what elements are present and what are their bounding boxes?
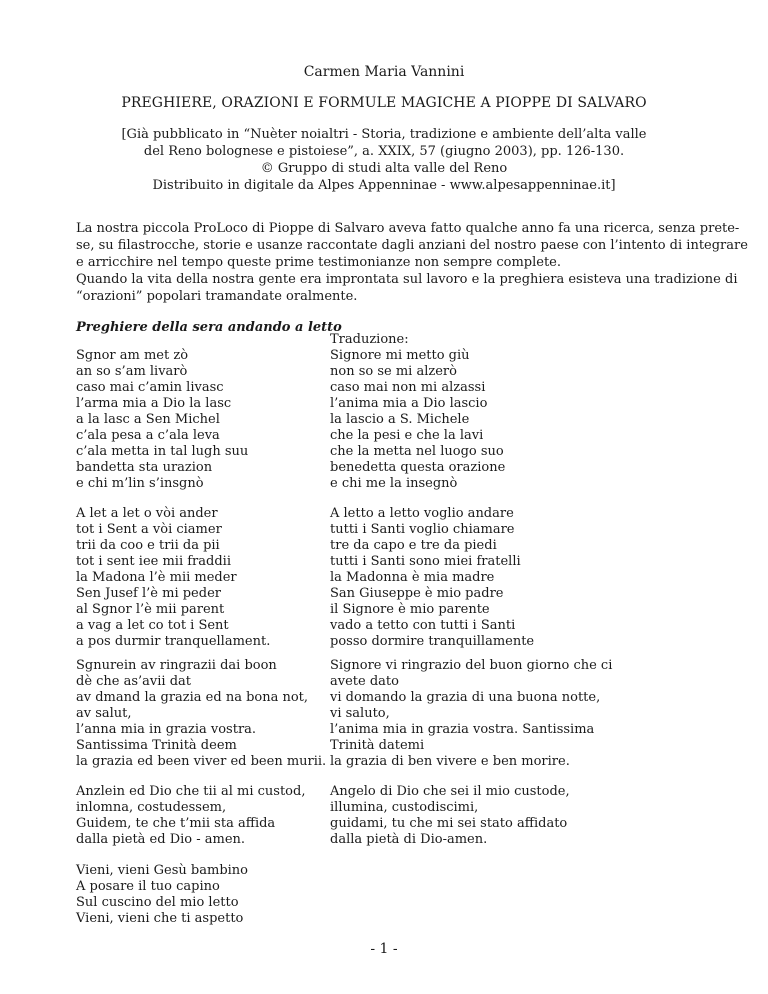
- verse-line: av dmand la grazia ed na bona not,: [76, 690, 309, 705]
- verse-line: c’ala pesa a c’ala leva: [76, 428, 220, 443]
- verse-line: an so s’am livarò: [76, 364, 188, 379]
- verse-line: che la pesi e che la lavi: [330, 428, 484, 443]
- verse-line: posso dormire tranquillamente: [330, 634, 535, 649]
- verse-line: l’arma mia a Dio la lasc: [76, 396, 232, 411]
- stanza-2-translation: [330, 506, 534, 650]
- verse-line: trii da coo e trii da pii: [76, 538, 220, 553]
- citation-line: © Gruppo di studi alta valle del Reno: [260, 161, 508, 176]
- verse-line: illumina, custodiscimi,: [330, 800, 479, 815]
- stanza-1-dialect: [76, 348, 248, 492]
- verse-line: a la lasc a Sen Michel: [76, 412, 220, 427]
- verse-line: Guidem, te che t’mii sta affida: [76, 816, 276, 831]
- verse-line: vado a tetto con tutti i Santi: [330, 618, 516, 633]
- verse-line: vi domando la grazia di una buona notte,: [330, 690, 601, 705]
- verse-line: Trinità datemi: [330, 738, 425, 753]
- stanza-5-dialect: [76, 863, 248, 927]
- stanza-3-translation: [330, 658, 612, 770]
- intro-line: se, su filastrocche, storie e usanze raccontate dagli anziani del nostro paese con l’intento di integrare: [76, 238, 748, 253]
- verse-line: tutti i Santi sono miei fratelli: [330, 554, 521, 569]
- verse-line: tre da capo e tre da piedi: [330, 538, 497, 553]
- verse-line: tot i Sent a vòi ciamer: [76, 522, 222, 537]
- intro-line: e arricchire nel tempo queste prime testimonianze non sempre complete.: [76, 255, 561, 270]
- stanza-4-translation: [330, 784, 570, 848]
- translation-label: Traduzione:: [330, 332, 409, 347]
- verse-line: la Madonna è mia madre: [330, 570, 495, 585]
- verse-line: Sen Jusef l’è mi peder: [76, 586, 221, 601]
- verse-line: dè che as’avii dat: [76, 674, 192, 689]
- verse-line: la grazia ed been viver ed been murii.: [76, 754, 327, 769]
- stanza-4-dialect: [76, 784, 305, 848]
- verse-line: tot i sent iee mii fraddii: [76, 554, 231, 569]
- verse-line: dalla pietà ed Dio - amen.: [76, 832, 246, 847]
- verse-line: non so se mi alzerò: [330, 364, 457, 379]
- citation-line: del Reno bolognese e pistoiese”, a. XXIX, 57 (giugno 2003), pp. 126-130.: [143, 144, 625, 159]
- verse-line: vi saluto,: [330, 706, 390, 721]
- verse-line: guidami, tu che mi sei stato affidato: [330, 816, 568, 831]
- verse-line: bandetta sta urazion: [76, 460, 213, 475]
- stanza-3-dialect: [76, 658, 326, 770]
- verse-line: la Madona l’è mii meder: [76, 570, 237, 585]
- intro-line: La nostra piccola ProLoco di Pioppe di Salvaro aveva fatto qualche anno fa una ricerca, senza prete-: [76, 221, 740, 236]
- verse-line: e chi m’lin s’insgnò: [76, 476, 204, 491]
- verse-line: benedetta questa orazione: [330, 460, 506, 475]
- verse-line: caso mai c’amin livasc: [76, 380, 224, 395]
- verse-line: il Signore è mio parente: [330, 602, 490, 617]
- verse-line: inlomna, costudessem,: [76, 800, 227, 815]
- stanza-2-dialect: [76, 506, 270, 650]
- citation-line: [Già pubblicato in “Nuèter noialtri - Storia, tradizione e ambiente dell’alta valle: [121, 127, 647, 142]
- publication-citation: [0, 126, 768, 194]
- verse-line: Sul cuscino del mio letto: [76, 895, 239, 910]
- verse-line: dalla pietà di Dio-amen.: [330, 832, 488, 847]
- verse-line: che la metta nel luogo suo: [330, 444, 504, 459]
- verse-line: Signore mi metto giù: [330, 348, 470, 363]
- verse-line: l’anna mia in grazia vostra.: [76, 722, 257, 737]
- section-heading: Preghiere della sera andando a letto: [76, 320, 342, 335]
- verse-line: al Sgnor l’è mii parent: [76, 602, 225, 617]
- citation-line: Distribuito in digitale da Alpes Appenninae - www.alpesappenninae.it]: [152, 178, 616, 193]
- verse-line: A let a let o vòi ander: [76, 506, 218, 521]
- verse-line: A posare il tuo capino: [76, 879, 220, 894]
- verse-line: Signore vi ringrazio del buon giorno che ci: [330, 658, 613, 673]
- stanza-1-translation: [330, 332, 505, 492]
- intro-line: “orazioni” popolari tramandate oralmente.: [76, 289, 358, 304]
- page-number: - 1 -: [370, 941, 398, 957]
- author-name: Carmen Maria Vannini: [303, 64, 465, 80]
- verse-line: l’anima mia a Dio lascio: [330, 396, 488, 411]
- verse-line: la grazia di ben vivere e ben morire.: [330, 754, 570, 769]
- verse-line: Angelo di Dio che sei il mio custode,: [330, 784, 570, 799]
- verse-line: Sgnor am met zò: [76, 348, 189, 363]
- verse-line: l’anima mia in grazia vostra. Santissima: [330, 722, 595, 737]
- verse-line: Vieni, vieni che ti aspetto: [76, 911, 244, 926]
- document-title: PREGHIERE, ORAZIONI E FORMULE MAGICHE A PIOPPE DI SALVARO: [121, 95, 647, 111]
- verse-line: tutti i Santi voglio chiamare: [330, 522, 515, 537]
- verse-line: Vieni, vieni Gesù bambino: [76, 863, 248, 878]
- verse-line: Sgnurein av ringrazii dai boon: [76, 658, 277, 673]
- verse-line: San Giuseppe è mio padre: [330, 586, 504, 601]
- verse-line: e chi me la insegnò: [330, 476, 458, 491]
- verse-line: av salut,: [76, 706, 132, 721]
- intro-paragraph: [76, 220, 748, 305]
- verse-line: Anzlein ed Dio che tii al mi custod,: [76, 784, 306, 799]
- verse-line: a pos durmir tranquellament.: [76, 634, 271, 649]
- verse-line: A letto a letto voglio andare: [330, 506, 514, 521]
- verse-line: la lascio a S. Michele: [330, 412, 470, 427]
- verse-line: c’ala metta in tal lugh suu: [76, 444, 249, 459]
- verse-line: Santissima Trinità deem: [76, 738, 237, 753]
- intro-line: Quando la vita della nostra gente era improntata sul lavoro e la preghiera esisteva una tradizione di: [76, 272, 738, 287]
- verse-line: caso mai non mi alzassi: [330, 380, 486, 395]
- verse-line: a vag a let co tot i Sent: [76, 618, 229, 633]
- verse-line: avete dato: [330, 674, 399, 689]
